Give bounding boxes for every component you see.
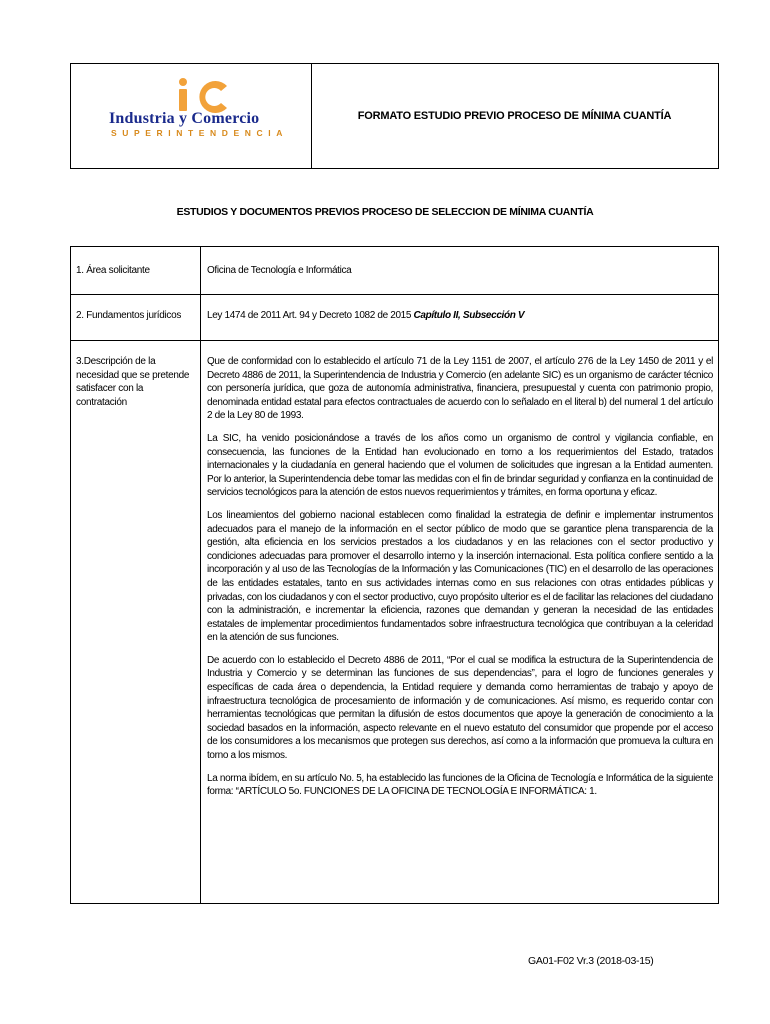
- row-divider: [71, 294, 718, 295]
- studies-table: [70, 246, 719, 904]
- fundamentos-emphasis: Capítulo II, Subsección V: [413, 310, 525, 321]
- value-area-solicitante: Oficina de Tecnología e Informática: [207, 265, 352, 276]
- column-divider: [200, 247, 201, 903]
- logo-wordmark: Industria y Comercio: [109, 110, 260, 127]
- value-fundamentos: [207, 309, 713, 323]
- paragraph: La norma ibídem, en su artículo No. 5, ha establecido las funciones de la Oficina de Tecnología e Informática de la siguiente forma: “ARTÍCULO 5o. FUNCIONES DE LA OFICINA DE TECNOLOGÍA E INFORMÁTICA: 1.: [207, 772, 713, 798]
- section-title: ESTUDIOS Y DOCUMENTOS PREVIOS PROCESO DE SELECCION DE MÍNIMA CUANTÍA: [176, 206, 594, 218]
- paragraph: Los lineamientos del gobierno nacional establecen como finalidad la estrategia de definir e implementar instrumentos adecuados para el manejo de la información en el sector público de modo que se garantice plena transparencia de la gestión, alta eficiencia en los servicios prestados a los ciudadanos y en las relaciones con el sector productivo y condiciones adecuadas para promover el desarrollo interno y la inserción internacional. Esta política confiere sentido a la incorporación y al uso de las Tecnologías de la Información y las Comunicaciones (TIC) en el desarrollo de las operaciones de las entidades estatales, tanto en sus actividades internas como en sus relaciones con otras entidades públicas y privadas, con los ciudadanos y con el sector productivo, cuyo propósito ulterior es el de facilitar las relaciones del ciudadano con la administración, e incrementar la eficiencia, razones que demandan y generan la necesidad de las entidades estatales de implementar procedimientos fundamentados sobre infraestructura tecnológica que contribuyan a la celeridad en la atención de sus funciones.: [207, 509, 713, 644]
- fundamentos-text: Ley 1474 de 2011 Art. 94 y Decreto 1082 de 2015: [207, 310, 414, 321]
- document-code: GA01-F02 Vr.3 (2018-03-15): [528, 955, 654, 967]
- paragraph: La SIC, ha venido posicionándose a través de los años como un organismo de control y vigilancia confiable, en consecuencia, las funciones de la Entidad han evolucionado en torno a los requerimientos del Estado, tratados internacionales y la ciudadanía en general haciendo que el volumen de solicitudes que ingresan a la Entidad aumenten. Por lo anterior, la Superintendencia debe tomar las medidas con el fin de brindar seguridad y confianza en la continuidad de servicios tecnológicos para la atención de estos nuevos requerimientos y trámites, en forma oportuna y eficaz.: [207, 432, 713, 499]
- paragraph: Que de conformidad con lo establecido el artículo 71 de la Ley 1151 de 2007, el artículo 276 de la Ley 1450 de 2011 y el Decreto 4886 de 2011, la Superintendencia de Industria y Comercio (en adelante SIC) es un organismo de carácter técnico con personería jurídica, que goza de autonomía administrativa, financiera, presupuestal y cuenta con patrimonio propio, denominada entidad estatal para efectos contractuales de acuerdo con lo señalado en el literal b) del numeral 1 del artículo 2 de la Ley 80 de 1993.: [207, 356, 713, 422]
- value-descripcion-necesidad: [207, 355, 713, 808]
- row-divider: [71, 340, 718, 341]
- label-fundamentos: 2. Fundamentos jurídicos: [76, 310, 182, 321]
- paragraph: De acuerdo con lo establecido el Decreto 4886 de 2011, “Por el cual se modifica la estructura de la Superintendencia de Industria y Comercio y se determinan las funciones de sus dependencias”, para el logro de funciones generales y específicas de cada área o dependencia, la Entidad requiere y demanda como herramientas de trabajo y apoyo de infraestructura tecnológica de procesamiento de información y de comunicaciones. Así mismo, es requerido contar con herramientas tecnológicas que permitan la difusión de estos documentos que apoye la generación de conocimiento a la sociedad basados en la información, aspecto relevante en el nuevo estatuto del consumidor que propende por el acceso de los consumidores a los mecanismos que protegen sus derechos, así como a la información que promueva la cultura en torno a los mismos.: [207, 654, 713, 762]
- document-header: [70, 63, 719, 169]
- format-title: FORMATO ESTUDIO PREVIO PROCESO DE MÍNIMA CUANTÍA: [357, 110, 672, 122]
- logo-subtitle: SUPERINTENDENCIA: [111, 128, 288, 138]
- label-descripcion-necesidad: 3.Descripción de la necesidad que se pretende satisfacer con la contratación: [76, 356, 190, 408]
- label-area-solicitante: 1. Área solicitante: [76, 265, 150, 276]
- sic-logo: [71, 64, 311, 168]
